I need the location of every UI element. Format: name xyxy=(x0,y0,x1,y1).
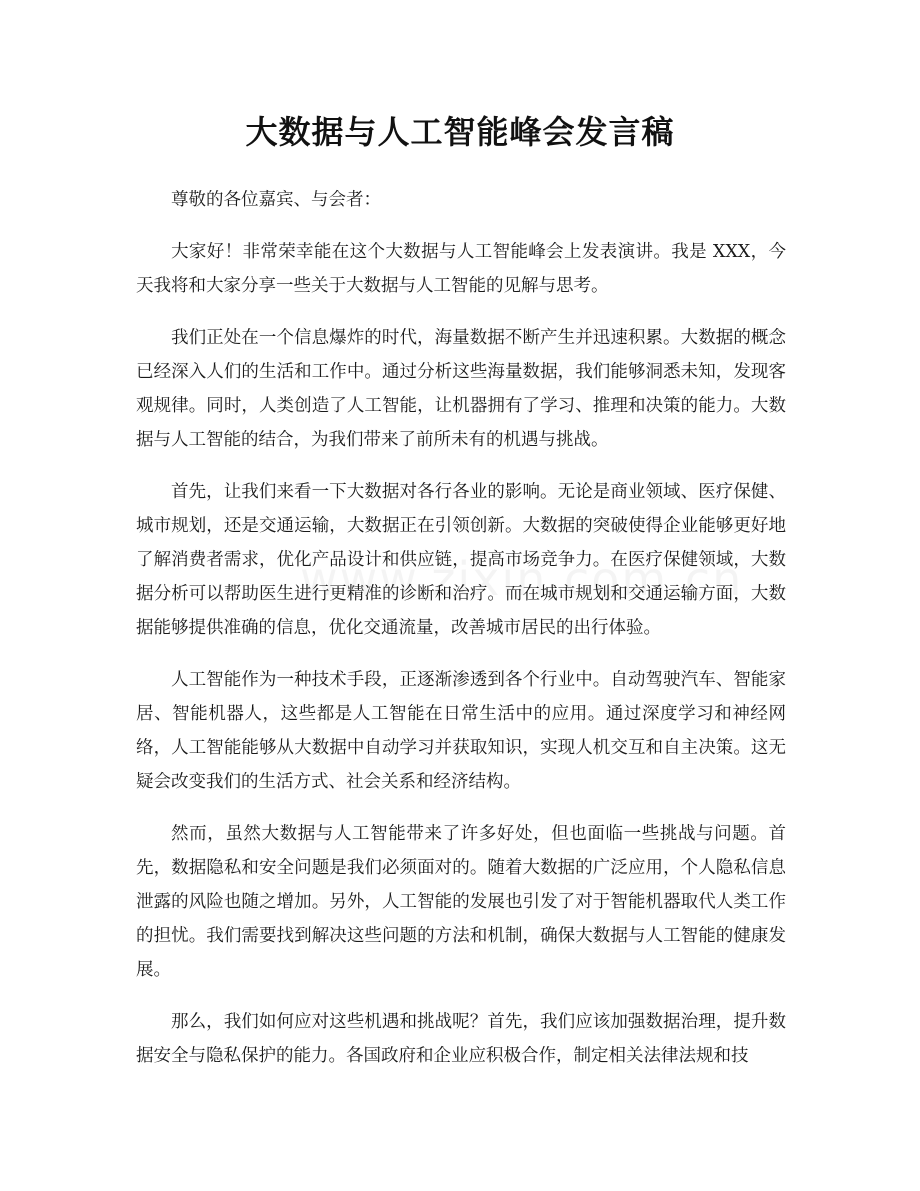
paragraph-salutation: 尊敬的各位嘉宾、与会者： xyxy=(171,190,381,210)
paragraph-challenges: 然而，虽然大数据与人工智能带来了许多好处，但也面临一些挑战与问题。首先，数据隐私和安全问题是我们必须面对的。随着大数据的广泛应用，个人隐私信息泄露的风险也随之增加。另外，人工智能的发展也引发了对于智能机器取代人类工作的担忧。我们需要找到解决这些问题的方法和机制，确保大数据与人工智能的健康发展。 xyxy=(136,824,786,980)
paragraph-ai-applications: 人工智能作为一种技术手段，正逐渐渗透到各个行业中。自动驾驶汽车、智能家居、智能机器人，这些都是人工智能在日常生活中的应用。通过深度学习和神经网络，人工智能能够从大数据中自动学习并获取知识，实现人机交互和自主决策。这无疑会改变我们的生活方式、社会关系和经济结构。 xyxy=(136,670,786,792)
document-title: 大数据与人工智能峰会发言稿 xyxy=(245,113,675,151)
paragraph-information-era: 我们正处在一个信息爆炸的时代，海量数据不断产生并迅速积累。大数据的概念已经深入人们的生活和工作中。通过分析这些海量数据，我们能够洞悉未知，发现客观规律。同时，人类创造了人工智能，让机器拥有了学习、推理和决策的能力。大数据与人工智能的结合，为我们带来了前所未有的机遇与挑战。 xyxy=(136,328,786,450)
paragraph-greeting: 大家好！非常荣幸能在这个大数据与人工智能峰会上发表演讲。我是 XXX，今天我将和大家分享一些关于大数据与人工智能的见解与思考。 xyxy=(136,242,786,296)
paragraph-responses: 那么，我们如何应对这些机遇和挑战呢？首先，我们应该加强数据治理，提升数据安全与隐私保护的能力。各国政府和企业应积极合作，制定相关法律法规和技 xyxy=(136,1012,786,1066)
document-body xyxy=(136,183,786,1091)
paragraph-industry-impact: 首先，让我们来看一下大数据对各行各业的影响。无论是商业领域、医疗保健、城市规划，还是交通运输，大数据正在引领创新。大数据的突破使得企业能够更好地了解消费者需求，优化产品设计和供应链，提高市场竞争力。在医疗保健领域，大数据分析可以帮助医生进行更精准的诊断和治疗。而在城市规划和交通运输方面，大数据能够提供准确的信息，优化交通流量，改善城市居民的出行体验。 xyxy=(136,482,786,638)
